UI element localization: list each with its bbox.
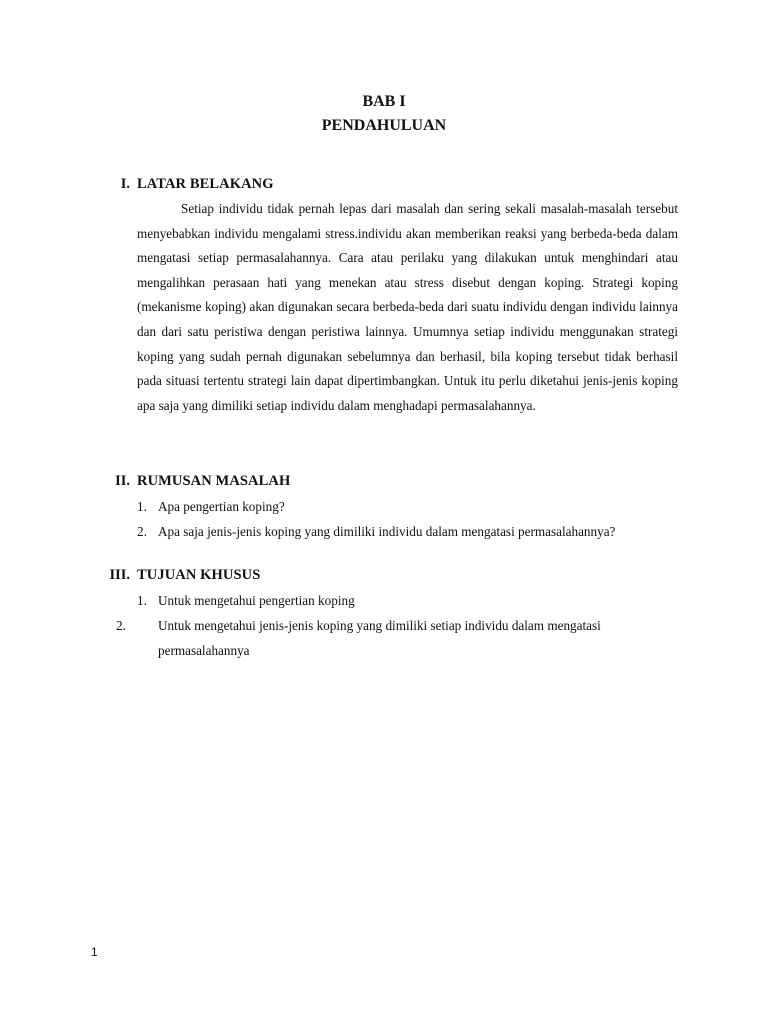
list-item (137, 494, 285, 519)
list-item-number: 2. (137, 524, 147, 539)
list-item-text: Apa pengertian koping? (158, 499, 285, 514)
chapter-number: BAB I (362, 93, 406, 110)
list-item (137, 588, 355, 613)
chapter-title: PENDAHULUAN (321, 117, 447, 134)
paragraph-latar-belakang: Setiap individu tidak pernah lepas dari masalah dan sering sekali masalah-masalah tersebut menyebabkan individu mengalami stress.individu akan memberikan reaksi yang berbeda-beda dalam mengatasi setiap permasalahannya. Cara atau perilaku yang dilakukan untuk menghindari atau mengalihkan perasaan hati yang menekan atau stress disebut dengan koping. Strategi koping (mekanisme koping) akan digunakan secara berbeda-beda dari suatu individu dengan individu lainnya dan dari satu peristiwa dengan peristiwa lainnya. Umumnya setiap individu menggunakan strategi koping yang sudah pernah digunakan sebelumnya dan berhasil, bila koping tersebut tidak berhasil pada situasi tertentu strategi lain dapat dipertimbangkan. Untuk itu perlu diketahui jenis-jenis koping apa saja yang dimiliki setiap individu dalam menghadapi permasalahannya. (137, 201, 678, 413)
section-title-tujuan-khusus: TUJUAN KHUSUS (137, 567, 261, 583)
page-number: 1 (91, 945, 98, 959)
list-item-text: Untuk mengetahui jenis-jenis koping yang dimiliki setiap individu dalam mengatasi permasalahannya (158, 618, 601, 658)
list-item (137, 519, 615, 544)
list-item (116, 613, 678, 663)
section-title-latar-belakang: LATAR BELAKANG (137, 176, 274, 192)
list-item-number: 1. (137, 593, 147, 608)
list-item-number: 1. (137, 499, 147, 514)
list-item-text: Untuk mengetahui pengertian koping (158, 593, 355, 608)
section-number-3: III. (109, 567, 130, 583)
list-item-number: 2. (116, 618, 126, 633)
section-number-1: I. (120, 176, 130, 192)
section-number-2: II. (115, 473, 130, 489)
list-item-text: Apa saja jenis-jenis koping yang dimiliki individu dalam mengatasi permasalahannya? (158, 524, 616, 539)
section-title-rumusan-masalah: RUMUSAN MASALAH (137, 473, 291, 489)
